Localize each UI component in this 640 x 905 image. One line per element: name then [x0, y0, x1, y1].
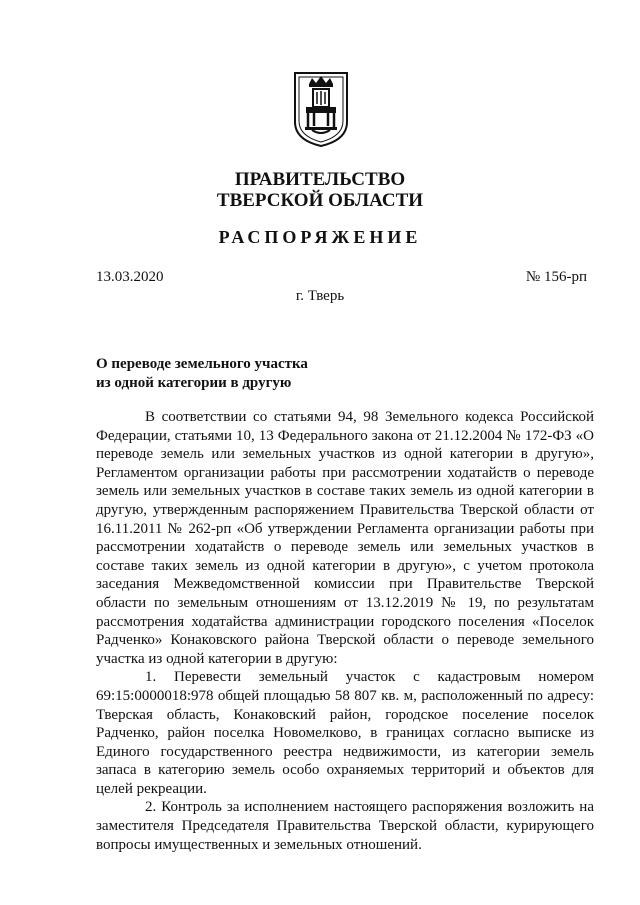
government-name-line2: ТВЕРСКОЙ ОБЛАСТИ [216, 190, 424, 211]
document-date: 13.03.2020 [96, 269, 164, 285]
government-name-line1: ПРАВИТЕЛЬСТВО [234, 169, 406, 190]
item-2-paragraph: 2. Контроль за исполнением настоящего распоряжения возложить на заместителя Председателя Правительства Тверской области, курирующего вопросы имущественных и земельных отношений. [96, 799, 594, 853]
document-number: № 156-рп [525, 269, 587, 285]
tver-coat-of-arms-icon [292, 70, 350, 148]
item-1-paragraph: 1. Перевести земельный участок с кадастровым номером 69:15:0000018:978 общей площадью 58 807 кв. м, расположенный по адресу: Тверская область, Конаковский район, городское поселение поселок Радченко, район поселка Новомелково, в границах согласно выписке из Единого государственного реестра недвижимости, из категории земель запаса в категорию земель особо охраняемых территорий и объектов для целей рекреации. [96, 669, 594, 797]
document-body [96, 408, 594, 854]
subject-line1: О переводе земельного участка [96, 356, 308, 372]
document-type: РАСПОРЯЖЕНИЕ [218, 227, 422, 247]
document-subject [96, 355, 308, 393]
subject-line2: из одной категории в другую [96, 375, 292, 391]
intro-paragraph: В соответствии со статьями 94, 98 Земельного кодекса Российской Федерации, статьями 10, 13 Федерального закона от 21.12.2004 № 172-ФЗ «О переводе земель или земельных участков из одной категории в другую», Регламентом организации работы при рассмотрении ходатайств о переводе земель или земельных участков в составе таких земель из одной категории в другую, утвержденным распоряжением Правительства Тверской области от 16.11.2011 № 262-рп «Об утверждении Регламента организации работы при рассмотрении ходатайств о переводе земель или земельных участков в составе таких земель из одной категории в другую», с учетом протокола заседания Межведомственной комиссии при Правительстве Тверской области по земельным отношениям от 13.12.2019 № 19, по результатам рассмотрения ходатайства администрации городского поселения «Поселок Радченко» Конаковского района Тверской области о переводе земельного участка из одной категории в другую: [96, 409, 594, 667]
document-city: г. Тверь [295, 288, 345, 304]
